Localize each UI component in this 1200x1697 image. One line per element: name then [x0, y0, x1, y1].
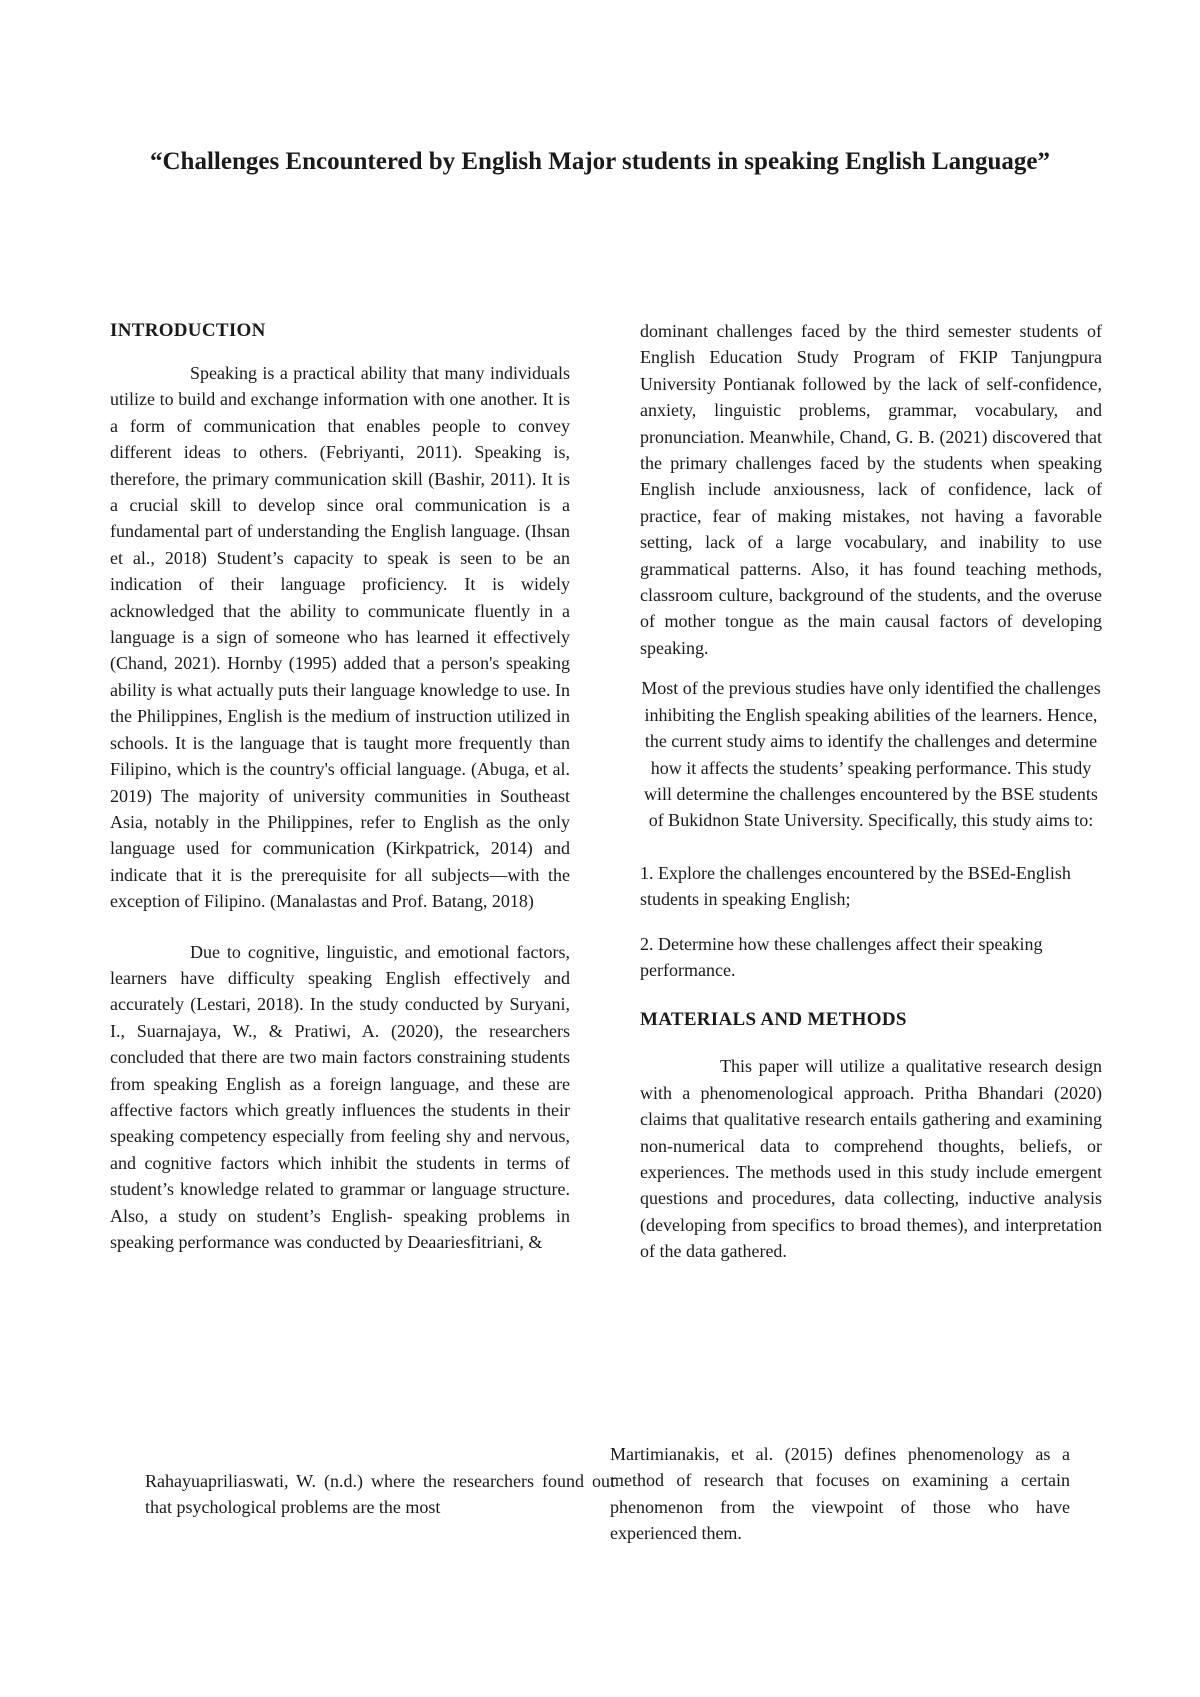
intro-paragraph-1: Speaking is a practical ability that many individuals utilize to build and exchange information with one another. It is a form of communication that enables people to convey different ideas to others. (Febriyanti, 2011). Speaking is, therefore, the primary communication skill (Bashir, 2011). It is a crucial skill to develop since oral communication is a fundamental part of understanding the English language. (Ihsan et al., 2018) Student’s capacity to speak is seen to be an indication of their language proficiency. It is widely acknowledged that the ability to communicate fluently in a language is a sign of someone who has learned it effectively (Chand, 2021). Hornby (1995) added that a person's speaking ability is what actually puts their language knowledge to use. In the Philippines, English is the medium of instruction utilized in schools. It is the language that is taught more frequently than Filipino, which is the country's official language. (Abuga, et al. 2019) The majority of university communities in Southeast Asia, notably in the Philippines, refer to English as the only language used for communication (Kirkpatrick, 2014) and indicate that it is the prerequisite for all subjects—with the exception of Filipino. (Manalastas and Prof. Batang, 2018): [110, 363, 570, 912]
methods-paragraph-2: Martimianakis, et al. (2015) defines phenomenology as a method of research that focuses on examining a certain phenomenon from the viewpoint of those who have experienced them.: [610, 1444, 1070, 1544]
objective-item-1: 1. Explore the challenges encountered by the BSEd-English students in speaking English;: [640, 862, 1071, 910]
body-paragraph-continued: dominant challenges faced by the third semester students of English Education Study Program of FKIP Tanjungpura University Pontianak followed by the lack of self-confidence, anxiety, linguistic problems, grammar, vocabulary, and pronunciation. Meanwhile, Chand, G. B. (2021) discovered that the primary challenges faced by the students when speaking English include anxiousness, lack of confidence, lack of practice, fear of making mistakes, not having a favorable setting, lack of a large vocabulary, and inability to use grammatical patterns. Also, it has found teaching methods, classroom culture, background of the students, and the overuse of mother tongue as the main causal factors of developing speaking.: [640, 321, 1102, 658]
left-column: [110, 318, 570, 1255]
intro-paragraph-2: Due to cognitive, linguistic, and emotional factors, learners have difficulty speaking English effectively and accurately (Lestari, 2018). In the study conducted by Suryani, I., Suarnajaya, W., & Pratiwi, A. (2020), the researchers concluded that there are two main factors constraining students from speaking English as a foreign language, and these are affective factors which greatly influences the students in their speaking competency especially from feeling shy and nervous, and cognitive factors which inhibit the students in terms of student’s knowledge related to grammar or language structure. Also, a study on student’s English- speaking problems in speaking performance was conducted by Deaariesfitriani, &: [110, 941, 570, 1252]
methods-paragraph-1: This paper will utilize a qualitative research design with a phenomenological approach. Pritha Bhandari (2020) claims that qualitative research entails gathering and examining non-numerical data to comprehend thoughts, beliefs, or experiences. The methods used in this study include emergent questions and procedures, data collecting, inductive analysis (developing from specifics to broad themes), and interpretation of the data gathered.: [640, 1056, 1102, 1262]
intro-paragraph-2-continued: Rahayuapriliaswati, W. (n.d.) where the researchers found out that psychological problems are the most: [145, 1471, 615, 1518]
right-column: [640, 318, 1102, 1265]
body-paragraph-aims: Most of the previous studies have only identified the challenges inhibiting the English speaking abilities of the learners. Hence, the current study aims to identify the challenges and determine how it affects the students’ speaking performance. This study will determine the challenges encountered by the BSE students of Bukidnon State University. Specifically, this study aims to:: [641, 678, 1101, 831]
objective-item-2: 2. Determine how these challenges affect their speaking performance.: [640, 933, 1043, 980]
introduction-heading: INTRODUCTION: [110, 320, 266, 341]
materials-methods-heading: MATERIALS AND METHODS: [640, 1009, 907, 1031]
paper-title: “Challenges Encountered by English Major students in speaking English Language”: [150, 148, 1050, 175]
